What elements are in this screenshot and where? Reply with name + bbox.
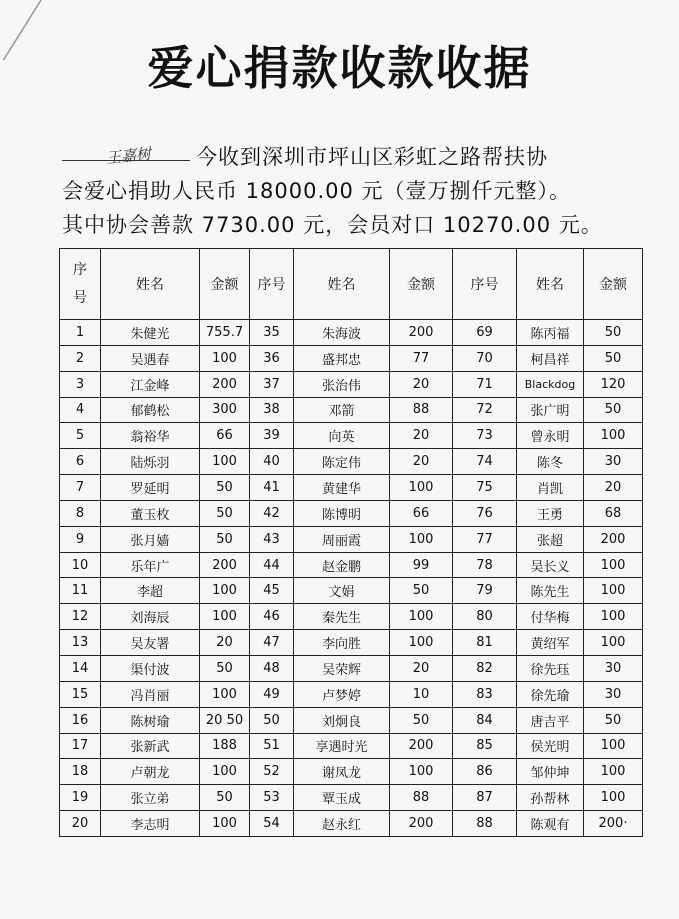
cell-seq: 8 [60,500,101,526]
cell-amount: 99 [390,552,453,578]
cell-seq: 72 [453,397,517,423]
table-row [60,811,643,837]
cell-name: 刘炯良 [294,707,390,733]
cell-name: 江金峰 [101,371,200,397]
cell-name: 李超 [101,578,200,604]
header-name: 姓名 [294,249,390,320]
table-row [60,371,643,397]
table-row [60,345,643,371]
cell-amount: 88 [390,397,453,423]
cell-amount: 50 [390,578,453,604]
cell-amount: 100 [200,449,250,475]
cell-name: 柯昌祥 [517,345,584,371]
signature-text: 王嘉树 [105,144,152,168]
cell-seq: 88 [453,811,517,837]
page-title: 爱心捐款收款收据 [147,41,532,95]
table-row [60,707,643,733]
cell-seq: 50 [250,707,294,733]
cell-name: 朱健光 [101,320,200,346]
cell-name: 翁裕华 [101,423,200,449]
receipt-statement [62,140,662,242]
receipt-line-2: 会爱心捐助人民币 18000.00 元（壹万捌仟元整）。 [62,179,572,203]
cell-seq: 36 [250,345,294,371]
cell-amount: 50 [584,320,643,346]
cell-name: 盛邦忠 [294,345,390,371]
cell-name: 秦先生 [294,604,390,630]
cell-amount: 66 [390,500,453,526]
table-row [60,475,643,501]
cell-name: 赵金鹏 [294,552,390,578]
cell-name: 陈冬 [517,449,584,475]
cell-amount: 200 [390,811,453,837]
table-row [60,552,643,578]
cell-seq: 41 [250,475,294,501]
signature [62,141,190,167]
cell-seq: 80 [453,604,517,630]
cell-amount: 20 [200,630,250,656]
cell-name: 侯光明 [517,733,584,759]
cell-seq: 13 [60,630,101,656]
cell-seq: 5 [60,423,101,449]
cell-name: 徐先珏 [517,655,584,681]
cell-amount: 100 [584,759,643,785]
cell-name: 陈定伟 [294,449,390,475]
cell-amount: 200 [390,733,453,759]
cell-name: 付华梅 [517,604,584,630]
cell-name: 李志明 [101,811,200,837]
cell-seq: 12 [60,604,101,630]
cell-amount: 200· [584,811,643,837]
header-amount: 金额 [200,249,250,320]
cell-name: 邹仲坤 [517,759,584,785]
cell-seq: 2 [60,345,101,371]
cell-seq: 3 [60,371,101,397]
header-seq: 序 号 [60,249,101,320]
table-row [60,785,643,811]
cell-amount: 100 [200,604,250,630]
cell-seq: 19 [60,785,101,811]
cell-seq: 18 [60,759,101,785]
cell-seq: 44 [250,552,294,578]
cell-name: 张新武 [101,733,200,759]
cell-name: 文娟 [294,578,390,604]
table-header-row [60,249,643,320]
cell-name: 郁鹤松 [101,397,200,423]
cell-amount: 200 [584,526,643,552]
cell-name: 李向胜 [294,630,390,656]
cell-amount: 100 [200,811,250,837]
cell-seq: 9 [60,526,101,552]
cell-amount: 30 [584,449,643,475]
cell-seq: 69 [453,320,517,346]
cell-amount: 20 [390,655,453,681]
cell-name: 陈丙福 [517,320,584,346]
table-row [60,423,643,449]
table-row [60,759,643,785]
cell-amount: 20 [390,449,453,475]
cell-seq: 78 [453,552,517,578]
cell-name: 张立弟 [101,785,200,811]
cell-amount: 68 [584,500,643,526]
cell-name: 吴遇春 [101,345,200,371]
cell-name: 乐年广 [101,552,200,578]
cell-amount: 755.7 [200,320,250,346]
cell-name: 卢梦婷 [294,681,390,707]
table-row [60,397,643,423]
cell-name: 张超 [517,526,584,552]
cell-amount: 20 [390,371,453,397]
cell-name: 张月嫱 [101,526,200,552]
cell-amount: 100 [390,604,453,630]
table-row [60,500,643,526]
cell-seq: 47 [250,630,294,656]
cell-name: 王勇 [517,500,584,526]
cell-seq: 70 [453,345,517,371]
cell-seq: 6 [60,449,101,475]
cell-seq: 45 [250,578,294,604]
cell-seq: 1 [60,320,101,346]
cell-seq: 76 [453,500,517,526]
cell-name: 董玉枚 [101,500,200,526]
cell-seq: 11 [60,578,101,604]
cell-amount: 50 [200,500,250,526]
cell-name: 享遇时光 [294,733,390,759]
cell-seq: 53 [250,785,294,811]
cell-seq: 48 [250,655,294,681]
cell-name: 吴友署 [101,630,200,656]
cell-amount: 100 [584,733,643,759]
cell-name: 谢凤龙 [294,759,390,785]
cell-amount: 20 [584,475,643,501]
cell-name: 朱海波 [294,320,390,346]
cell-amount: 100 [584,630,643,656]
cell-amount: 20 50 [200,707,250,733]
table-row [60,578,643,604]
cell-seq: 38 [250,397,294,423]
cell-name: 张治伟 [294,371,390,397]
table-row [60,655,643,681]
cell-name: 冯肖丽 [101,681,200,707]
cell-seq: 87 [453,785,517,811]
cell-amount: 200 [390,320,453,346]
table-row [60,604,643,630]
cell-seq: 43 [250,526,294,552]
cell-amount: 100 [390,630,453,656]
cell-seq: 52 [250,759,294,785]
cell-name: 孙帮林 [517,785,584,811]
cell-name: 陈观有 [517,811,584,837]
cell-amount: 100 [584,785,643,811]
cell-amount: 100 [584,578,643,604]
cell-amount: 100 [200,759,250,785]
table-row [60,320,643,346]
cell-amount: 10 [390,681,453,707]
cell-seq: 40 [250,449,294,475]
cell-amount: 50 [200,475,250,501]
cell-amount: 188 [200,733,250,759]
cell-name: 渠付波 [101,655,200,681]
cell-seq: 71 [453,371,517,397]
cell-amount: 50 [584,397,643,423]
cell-seq: 49 [250,681,294,707]
cell-amount: 100 [584,604,643,630]
cell-seq: 14 [60,655,101,681]
cell-seq: 82 [453,655,517,681]
cell-amount: 20 [390,423,453,449]
header-seq: 序号 [453,249,517,320]
cell-name: 覃玉成 [294,785,390,811]
cell-seq: 10 [60,552,101,578]
cell-seq: 4 [60,397,101,423]
cell-amount: 50 [200,785,250,811]
cell-amount: 120 [584,371,643,397]
header-amount: 金额 [584,249,643,320]
cell-name: 向英 [294,423,390,449]
cell-seq: 85 [453,733,517,759]
cell-seq: 20 [60,811,101,837]
cell-amount: 66 [200,423,250,449]
cell-seq: 46 [250,604,294,630]
cell-name: 吴荣辉 [294,655,390,681]
receipt-line-1: 王嘉树 今收到深圳市坪山区彩虹之路帮扶协 [62,140,662,174]
cell-amount: 50 [584,707,643,733]
cell-amount: 30 [584,655,643,681]
table-row [60,630,643,656]
table-row [60,733,643,759]
cell-name: 吴长义 [517,552,584,578]
cell-amount: 50 [200,655,250,681]
cell-seq: 37 [250,371,294,397]
cell-name: 罗延明 [101,475,200,501]
cell-name: 黄建华 [294,475,390,501]
cell-name: 陆烁羽 [101,449,200,475]
cell-seq: 7 [60,475,101,501]
cell-amount: 100 [390,759,453,785]
cell-seq: 15 [60,681,101,707]
cell-amount: 100 [200,578,250,604]
cell-name: 陈博明 [294,500,390,526]
cell-amount: 200 [200,371,250,397]
cell-seq: 73 [453,423,517,449]
cell-amount: 100 [390,475,453,501]
cell-seq: 42 [250,500,294,526]
cell-name: 肖凯 [517,475,584,501]
cell-name: 周丽霞 [294,526,390,552]
cell-name: 张广明 [517,397,584,423]
table-row [60,681,643,707]
cell-amount: 100 [584,423,643,449]
header-seq: 序号 [250,249,294,320]
header-amount: 金额 [390,249,453,320]
cell-amount: 100 [390,526,453,552]
cell-name: 刘海辰 [101,604,200,630]
cell-seq: 39 [250,423,294,449]
cell-seq: 51 [250,733,294,759]
cell-name: 唐吉平 [517,707,584,733]
cell-amount: 50 [200,526,250,552]
donation-table [59,248,643,837]
header-name: 姓名 [517,249,584,320]
receipt-line-3: 其中协会善款 7730.00 元，会员对口 10270.00 元。 [62,213,603,237]
cell-seq: 75 [453,475,517,501]
cell-amount: 100 [200,681,250,707]
cell-amount: 30 [584,681,643,707]
cell-seq: 83 [453,681,517,707]
cell-seq: 86 [453,759,517,785]
cell-amount: 100 [584,552,643,578]
cell-amount: 300 [200,397,250,423]
table-body [60,320,643,837]
cell-seq: 81 [453,630,517,656]
cell-amount: 50 [584,345,643,371]
table-row [60,526,643,552]
cell-name: 曾永明 [517,423,584,449]
cell-amount: 50 [390,707,453,733]
cell-amount: 88 [390,785,453,811]
cell-name: 徐先瑜 [517,681,584,707]
cell-name: 赵永红 [294,811,390,837]
cell-amount: 77 [390,345,453,371]
cell-seq: 79 [453,578,517,604]
cell-name: 黄绍军 [517,630,584,656]
cell-name: 邓箭 [294,397,390,423]
cell-seq: 35 [250,320,294,346]
header-name: 姓名 [101,249,200,320]
cell-seq: 16 [60,707,101,733]
cell-seq: 74 [453,449,517,475]
cell-seq: 84 [453,707,517,733]
cell-seq: 17 [60,733,101,759]
cell-amount: 100 [200,345,250,371]
cell-name: 卢朝龙 [101,759,200,785]
table-row [60,449,643,475]
cell-name: 陈先生 [517,578,584,604]
cell-name: Blackdog [517,371,584,397]
cell-name: 陈树瑜 [101,707,200,733]
cell-seq: 77 [453,526,517,552]
cell-seq: 54 [250,811,294,837]
cell-amount: 200 [200,552,250,578]
